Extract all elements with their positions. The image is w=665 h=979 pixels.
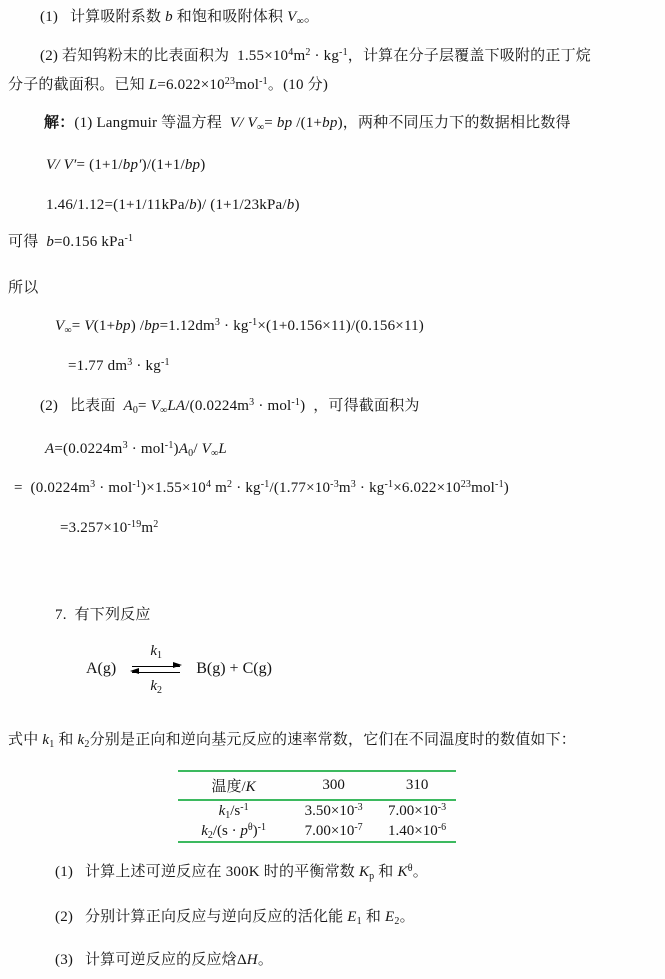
question-6-part1-line: (1) 计算吸附系数 b 和饱和吸附体积 $V_\infty$。 [40,9,320,27]
k2-310-value-cell: $1.40\times 10^{-6}$ [388,822,447,839]
solution-intro-line: 解：(1) Langmuir 等温方程 V/ $V_\infty=$ bp /(1+bp)，两种不同压力下的数据相比数得 [44,115,571,133]
equation-ratio-line: V/ V′= (1+1/bp′)/(1+1/bp) [46,157,206,173]
rate-constant-reverse-label: $k_2$ [150,678,163,696]
table-header-temperature: 温度/K [211,779,256,795]
forward-arrow-icon [132,666,180,667]
subquestion-3-line: (3) 计算可逆反应的反应焓ΔH。 [55,952,274,968]
rate-constant-forward-label: $k_1$ [150,643,163,661]
equation-area-result-line: $=3.257\times 10^{-19}m^2$ [60,519,159,536]
table-row-k1 [178,800,456,821]
equilibrium-arrows [128,644,184,694]
result-b-line: 可得 b=0.156 kPa$^{-1}$ [8,233,134,250]
rate-constant-table [178,770,456,843]
table-row-k2 [178,821,456,842]
table-header-310k: 310 [405,777,429,793]
equation-area-line-2: = $(0.0224m^3 \cdot mol^{-1})\times 1.55\times 10^4$ $m^2 \cdot kg^{-1}/(1.77\times 10^{-3}m^3 \cdot kg^{-1}\times 6.022\times 10^{23}mol^{-1})$ [14,479,509,496]
k2-label-cell: $k_2/(s \cdot p^\theta)^{-1}$ [201,822,266,841]
equation-vinf-line: $V_\infty= V(1+bp) /bp=1.12dm^3 \cdot kg^{-1}\times(1+0.156\times 11)/(0.156\times 11)$ [55,317,425,336]
question-7-description-line: 式中 $k_1$ 和 $k_2$分别是正向和逆向基元反应的速率常数，它们在不同温度时的数值如下： [8,732,576,750]
solution-part2-intro-line: (2) 比表面 $A_0= V_\infty LA/(0.0224m^3 \cdot mol^{-1})$ ，可得截面积为 [40,397,420,416]
equation-numeric-line: 1.46/1.12=(1+1/11kPa/b)/ (1+1/23kPa/b) [46,197,300,213]
reverse-arrow-icon [132,672,180,673]
products-formula: B(g) + C(g) [196,660,272,677]
k1-300-value-cell: $3.50\times 10^{-3}$ [304,802,363,819]
table-header-300k: 300 [322,777,345,793]
equation-area-line-1: $A=(0.0224m^3 \cdot mol^{-1})A_0/$ $V_\infty L$ [45,440,227,459]
question-6-part2-line-b: 分子的截面积。已知 $L=6.022\times 10^{23}mol^{-1}$。(10 分) [8,76,329,93]
k1-310-value-cell: $7.00\times 10^{-3}$ [388,802,447,819]
reaction-equation [86,644,272,694]
k1-label-cell: $k_1/s^{-1}$ [218,802,249,821]
question-7-title-line: 7. 有下列反应 [55,607,151,623]
therefore-line: 所以 [8,280,39,296]
table-header-row [178,771,456,800]
question-6-part2-line-a: (2) 若知钨粉末的比表面积为 $1.55\times 10^4m^2 \cdot kg^{-1}$，计算在分子层覆盖下吸附的正丁烷 [40,47,591,64]
equation-vinf-result-line: =1.77 $dm^3 \cdot kg^{-1}$ [68,357,170,374]
subquestion-2-line: (2) 分别计算正向反应与逆向反应的活化能 $E_1$ 和 $E_2$。 [55,909,415,927]
reactant-formula: A(g) [86,660,117,677]
subquestion-1-line: (1) 计算上述可逆反应在 300K 时的平衡常数 $K_p$ 和 $K^\theta$。 [55,863,428,882]
k2-300-value-cell: $7.00\times 10^{-7}$ [304,822,363,839]
